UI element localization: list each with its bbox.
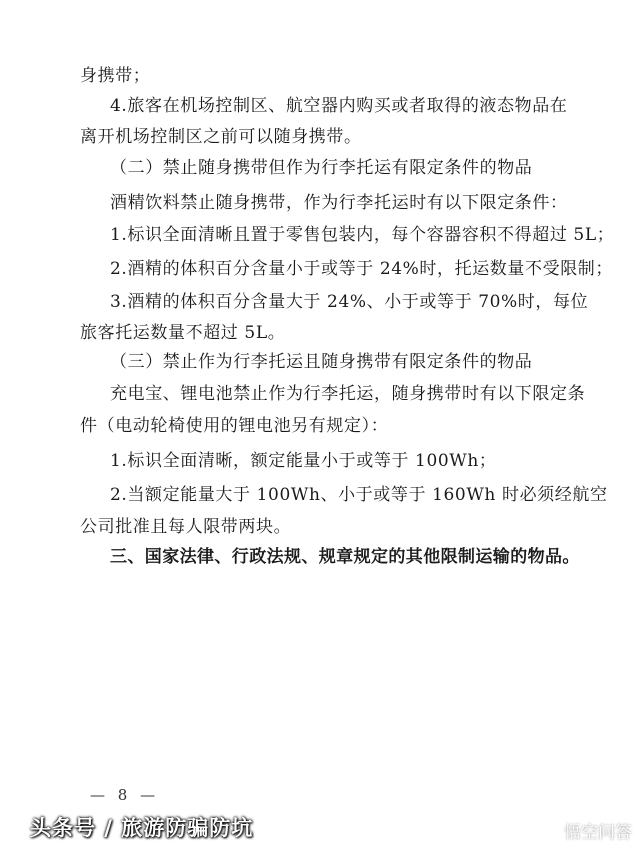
section-heading-3: （三）禁止作为行李托运且随身携带有限定条件的物品	[110, 352, 533, 372]
text-line-3: 离开机场控制区之前可以随身携带。	[80, 127, 362, 147]
text-line-8: 3.酒精的体积百分含量大于 24%、小于或等于 70%时，每位	[110, 292, 589, 312]
watermark-source: 头条号 / 旅游防骗防坑	[30, 816, 254, 840]
watermark-bar	[0, 808, 640, 853]
text-line-7: 2.酒精的体积百分含量小于或等于 24%时，托运数量不受限制；	[110, 259, 614, 279]
section-heading-2: （二）禁止随身携带但作为行李托运有限定条件的物品	[110, 158, 533, 178]
text-line-5: 酒精饮料禁止随身携带，作为行李托运时有以下限定条件：	[110, 193, 568, 213]
page-number: — 8 —	[90, 786, 160, 804]
text-line-14: 2.当额定能量大于 100Wh、小于或等于 160Wh 时必须经航空	[110, 485, 608, 505]
watermark-brand	[538, 818, 632, 843]
text-line-13: 1.标识全面清晰，额定能量小于或等于 100Wh；	[110, 451, 497, 471]
watermark-brand-label: 悟空问答	[564, 823, 632, 843]
text-line-6: 1.标识全面清晰且置于零售包装内，每个容器容积不得超过 5L；	[110, 225, 615, 245]
text-line-15: 公司批准且每人限带两块。	[80, 517, 292, 537]
section-heading-three: 三、国家法律、行政法规、规章规定的其他限制运输的物品。	[110, 547, 580, 567]
text-line-2: 4.旅客在机场控制区、航空器内购买或者取得的液态物品在	[110, 96, 568, 116]
text-line-11: 充电宝、锂电池禁止作为行李托运，随身携带时有以下限定条	[110, 384, 586, 404]
text-line-12: 件（电动轮椅使用的锂电池另有规定）：	[80, 416, 389, 436]
text-line-9: 旅客托运数量不超过 5L。	[80, 323, 286, 343]
wukong-logo-icon	[538, 820, 560, 842]
text-line-1: 身携带；	[80, 66, 151, 86]
